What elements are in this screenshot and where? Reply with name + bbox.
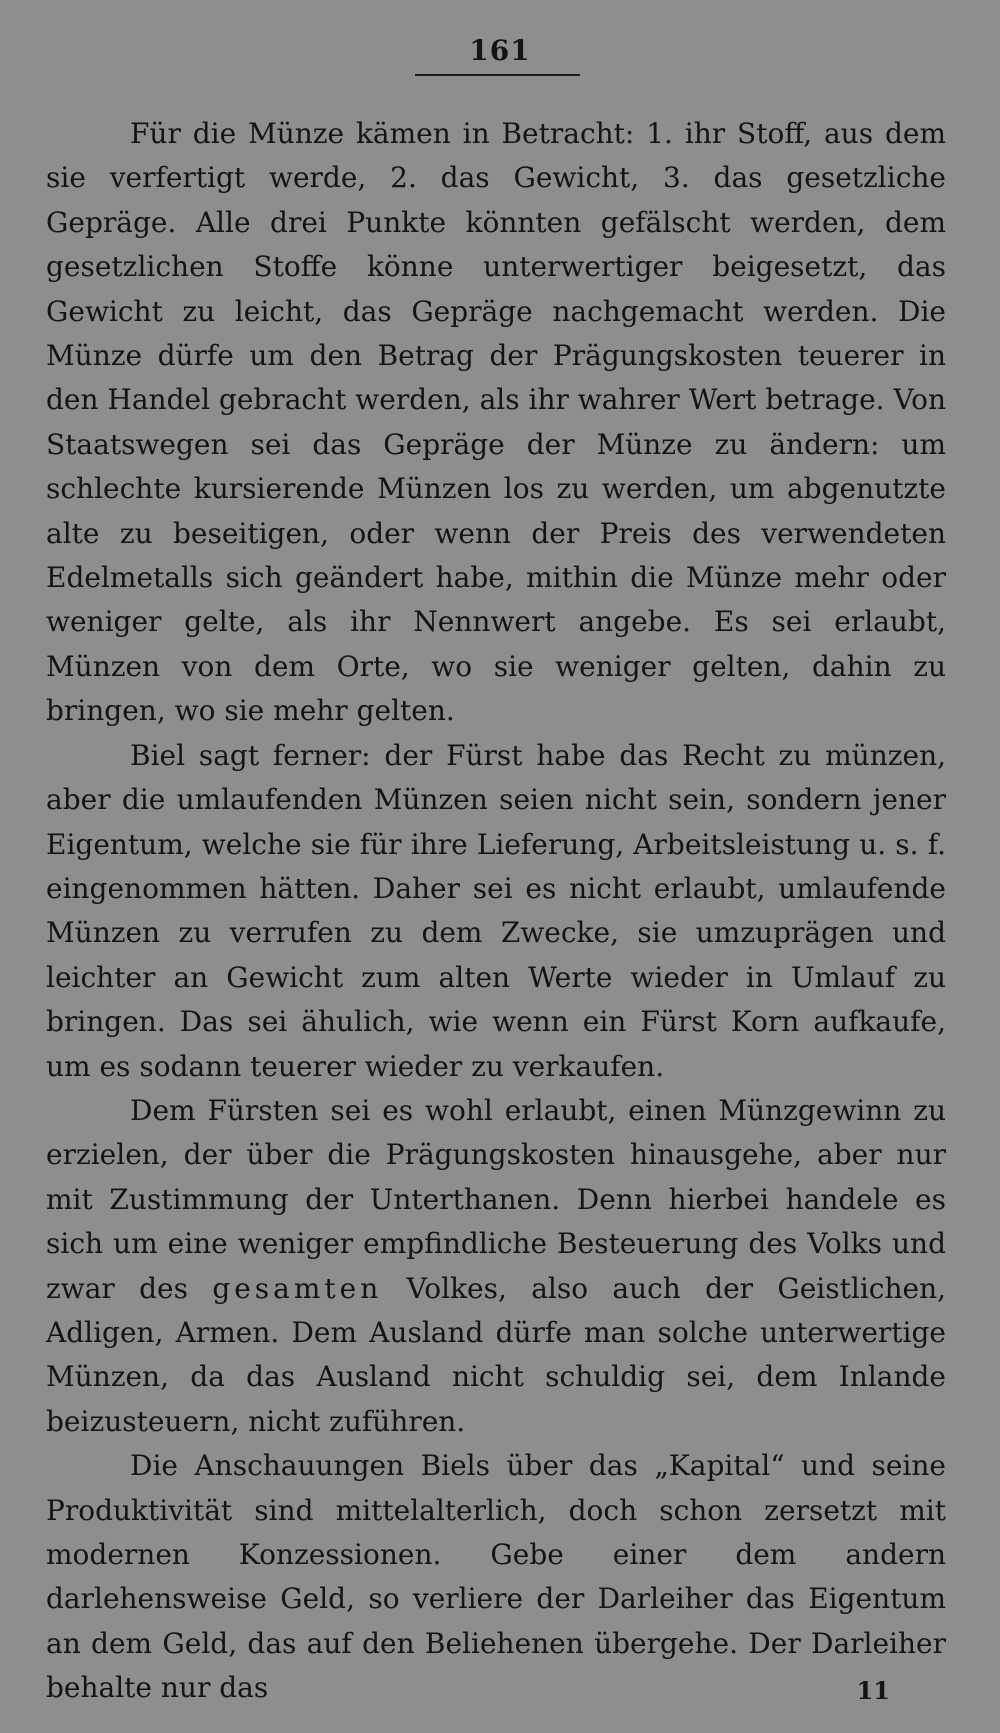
paragraph-4: Die Anschauungen Biels über das „Kapital“ und seine Produktivität sind mittelalterlich, doch schon zersetzt mit modernen Konzessionen. Gebe einer dem andern darlehensweise Geld, so verliere der Darleiher das Eigentum an dem Geld, das auf den Beliehenen übergehe. Der Darleiher behalte nur das (46, 1449, 946, 1705)
page-number: 161 (469, 34, 531, 67)
paragraph-1: Für die Münze kämen in Betracht: 1. ihr Stoff, aus dem sie verfertigt werde, 2. das Gewicht, 3. das gesetzliche Gepräge. Alle drei Punkte könnten gefälscht werden, dem gesetzlichen Stoffe könne unterwertiger beigesetzt, das Gewicht zu leicht, das Gepräge nachgemacht werden. Die Münze dürfe um den Betrag der Prägungskosten teuerer in den Handel gebracht werden, als ihr wahrer Wert betrage. Von Staatswegen sei das Gepräge der Münze zu ändern: um schlechte kursierende Münzen los zu werden, um abgenutzte alte zu beseitigen, oder wenn der Preis des verwendeten Edelmetalls sich geändert habe, mithin die Münze mehr oder weniger gelte, als ihr Nennwert angebe. Es sei erlaubt, Münzen von dem Orte, wo sie weniger gelten, dahin zu bringen, wo sie mehr gelten. (46, 117, 946, 728)
signature-mark: 11 (856, 1676, 890, 1705)
paragraph-3-before: Dem Fürsten sei es wohl erlaubt, einen Münzgewinn zu erzielen, der über die Prägungskosten hinausgehe, aber nur mit Zustimmung der Unterthanen. Denn hierbei handele es sich um eine weniger empfindliche Besteuerung des Volks und zwar des (46, 1093, 946, 1305)
body-text (46, 112, 946, 1711)
header-rule (415, 74, 580, 76)
spaced-emphasis: gesamten (212, 1271, 383, 1305)
paragraph-2: Biel sagt ferner: der Fürst habe das Recht zu münzen, aber die umlaufenden Münzen seien nicht sein, sondern jener Eigentum, welche sie für ihre Lieferung, Arbeitsleistung u. s. f. eingenommen hätten. Daher sei es nicht erlaubt, umlaufende Münzen zu verrufen zu dem Zwecke, sie umzuprägen und leichter an Gewicht zum alten Werte wieder in Umlauf zu bringen. Das sei ähulich, wie wenn ein Fürst Korn aufkaufe, um es sodann teuerer wieder zu verkaufen. (46, 738, 946, 1083)
paragraph-3 (46, 1089, 946, 1444)
paragraph-3-after: Volkes, also auch der Geistlichen, Adligen, Armen. Dem Ausland dürfe man solche unterwertige Münzen, da das Ausland nicht schuldig sei, dem Inlande beizusteuern, nicht zuführen. (46, 1271, 946, 1438)
